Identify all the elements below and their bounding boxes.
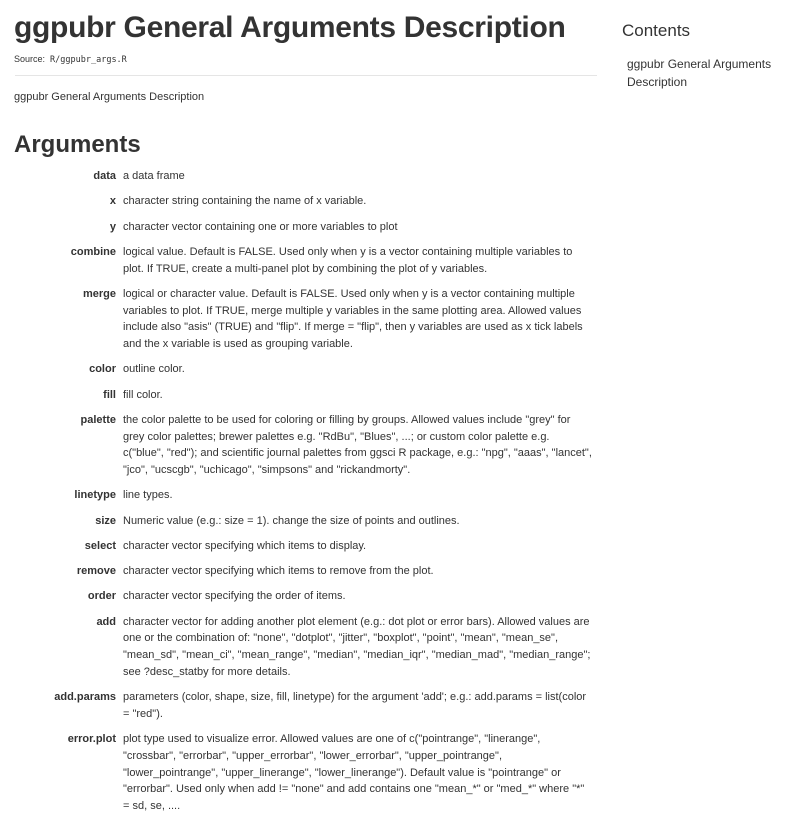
argument-row (14, 168, 598, 185)
argument-description: character string containing the name of x variable. (123, 195, 367, 208)
argument-row (14, 487, 598, 504)
argument-name: y (109, 220, 116, 233)
argument-name: add (96, 615, 116, 628)
argument-row (14, 689, 598, 722)
argument-description: character vector containing one or more variables to plot (123, 220, 398, 233)
argument-row (14, 387, 598, 404)
argument-description: outline color. (123, 363, 185, 376)
argument-description: fill color. (123, 388, 163, 401)
argument-row (14, 513, 598, 530)
argument-name: data (93, 170, 116, 182)
page-description: ggpubr General Arguments Description (14, 91, 205, 103)
main-content (14, 0, 598, 823)
argument-row (14, 286, 598, 353)
argument-description: plot type used to visualize error. Allowed values are one of c("pointrange", "linerange", "crossbar", "errorbar", "upper_errorbar", "lower_errorbar", "upper_pointrange", "lower_pointrange", "upper_linerange", "lower_linerange"). Default value is "pointrange" or "errorbar". Used only when add != "none" and add contains one "mean_*" or "med_*" where "*" = sd, se, .... (123, 733, 585, 812)
argument-description: character vector for adding another plot element (e.g.: dot plot or error bars). Allowed values are one or the combination of: "none", "dotplot", "jitter", "boxplot", "point", "mean", "mean_se", "mean_sd", "mean_ci", "mean_range", "median", "median_iqr", "median_mad", "median_range"; see ?desc_statby for more details. (123, 615, 591, 678)
toc-title: Contents (622, 21, 691, 40)
toc-link[interactable]: ggpubr General Arguments Description (627, 57, 772, 89)
argument-name: merge (82, 287, 116, 300)
page-title: ggpubr General Arguments Description (14, 11, 566, 44)
source-line (14, 54, 598, 65)
argument-name: linetype (74, 489, 116, 502)
argument-name: select (84, 539, 116, 552)
table-of-contents (622, 21, 792, 91)
argument-description: Numeric value (e.g.: size = 1). change the size of points and outlines. (123, 514, 460, 527)
argument-row (14, 563, 598, 580)
argument-description: character vector specifying the order of items. (123, 590, 346, 603)
argument-name: order (87, 590, 116, 603)
argument-row (14, 614, 598, 681)
argument-description: line types. (123, 489, 173, 502)
header-divider (15, 75, 597, 76)
argument-row (14, 244, 598, 277)
argument-row (14, 731, 598, 815)
argument-name: combine (70, 245, 116, 258)
arguments-heading: Arguments (14, 131, 141, 158)
source-label: Source: (14, 54, 46, 64)
argument-row (14, 538, 598, 555)
argument-name: size (95, 514, 116, 527)
source-link[interactable]: R/ggpubr_args.R (50, 55, 127, 65)
argument-row (14, 361, 598, 378)
argument-row (14, 193, 598, 210)
argument-description: parameters (color, shape, size, fill, linetype) for the argument 'add'; e.g.: add.params = list(color = "red"). (123, 691, 587, 720)
argument-description: character vector specifying which items to display. (123, 539, 367, 552)
argument-name: x (109, 195, 116, 208)
argument-row (14, 588, 598, 605)
argument-row (14, 412, 598, 479)
argument-row (14, 219, 598, 236)
arguments-list (14, 168, 598, 815)
argument-name: palette (80, 413, 116, 426)
argument-description: the color palette to be used for coloring or filling by groups. Allowed values include "grey" for grey color palettes; brewer palettes e.g. "RdBu", "Blues", ...; or custom color palette e.g. c("blue", "red"); and scientific journal palettes from ggsci R package, e.g.: "npg", "aaas", "lancet", "jco", "ucscgb", "uchicago", "simpsons" and "rickandmorty". (123, 413, 592, 476)
argument-description: logical value. Default is FALSE. Used only when y is a vector containing multiple variables to plot. If TRUE, create a multi-panel plot by combining the plot of y variables. (123, 245, 573, 275)
argument-name: add.params (54, 691, 116, 704)
argument-description: a data frame (123, 170, 185, 182)
toc-links (622, 55, 792, 91)
argument-description: character vector specifying which items to remove from the plot. (123, 565, 434, 578)
argument-description: logical or character value. Default is FALSE. Used only when y is a vector containing multiple variables to plot. If TRUE, merge multiple y variables in the same plotting area. Allowed values include also "asis" (TRUE) and "flip". If merge = "flip", then y variables are used as x tick labels and the x variable is used as grouping variable. (123, 287, 583, 350)
argument-name: fill (103, 388, 116, 401)
argument-name: remove (76, 565, 116, 578)
argument-name: error.plot (67, 733, 116, 746)
argument-name: color (89, 363, 116, 376)
